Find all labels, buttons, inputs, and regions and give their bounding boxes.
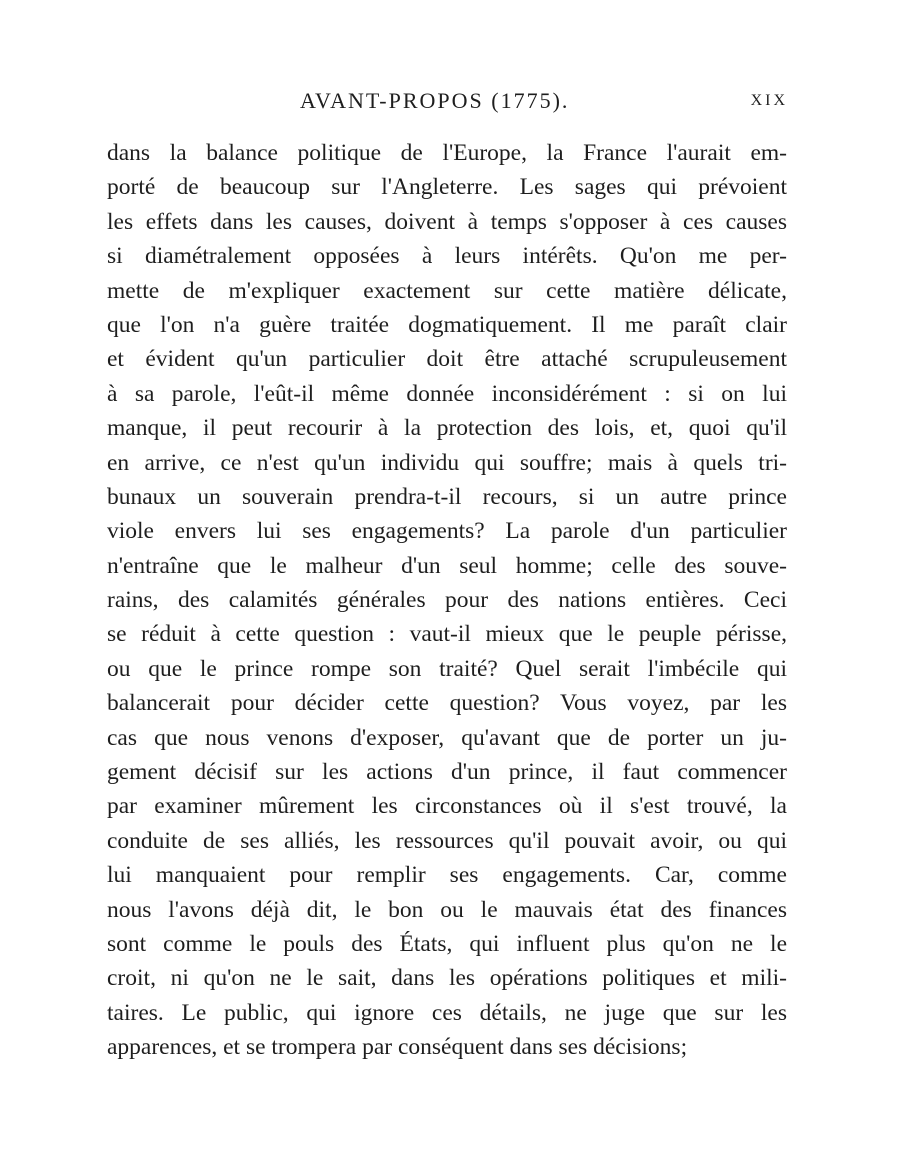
text-line: cas que nous venons d'exposer, qu'avant que de porter un ju- — [107, 724, 787, 751]
text-line: gement décisif sur les actions d'un prince, il faut commencer — [107, 759, 787, 786]
text-line: ou que le prince rompe son traité? Quel serait l'imbécile qui — [107, 655, 787, 682]
text-line: porté de beaucoup sur l'Angleterre. Les sages qui prévoient — [107, 174, 787, 201]
text-line: sont comme le pouls des États, qui influent plus qu'on ne le — [107, 930, 787, 957]
text-line: conduite de ses alliés, les ressources qu'il pouvait avoir, ou qui — [107, 827, 787, 854]
text-line: apparences, et se trompera par conséquent dans ses décisions; — [107, 1034, 688, 1061]
text-line: les effets dans les causes, doivent à temps s'opposer à ces causes — [107, 208, 787, 235]
body-text — [107, 136, 787, 1065]
text-line: bunaux un souverain prendra-t-il recours, si un autre prince — [107, 483, 787, 510]
text-line: mette de m'expliquer exactement sur cette matière délicate, — [107, 277, 787, 304]
text-line: n'entraîne que le malheur d'un seul homme; celle des souve- — [107, 552, 787, 579]
text-line: viole envers lui ses engagements? La parole d'un particulier — [107, 518, 787, 545]
text-line: par examiner mûrement les circonstances où il s'est trouvé, la — [107, 793, 787, 820]
text-line: à sa parole, l'eût-il même donnée inconsidérément : si on lui — [107, 380, 787, 407]
running-title: AVANT-PROPOS (1775). — [300, 88, 570, 113]
text-line: balancerait pour décider cette question? Vous voyez, par les — [107, 690, 787, 717]
text-line: se réduit à cette question : vaut-il mieux que le peuple périsse, — [107, 621, 787, 648]
text-line: manque, il peut recourir à la protection des lois, et, quoi qu'il — [107, 415, 787, 442]
text-line: rains, des calamités générales pour des nations entières. Ceci — [107, 587, 787, 614]
text-line: et évident qu'un particulier doit être attaché scrupuleusement — [107, 346, 787, 373]
text-line: si diamétralement opposées à leurs intérêts. Qu'on me per- — [107, 243, 787, 270]
text-line: que l'on n'a guère traitée dogmatiquement. Il me paraît clair — [107, 311, 787, 338]
text-line: croit, ni qu'on ne le sait, dans les opérations politiques et mili- — [107, 965, 787, 992]
text-line: taires. Le public, qui ignore ces détails, ne juge que sur les — [107, 999, 787, 1026]
text-line: en arrive, ce n'est qu'un individu qui souffre; mais à quels tri- — [107, 449, 787, 476]
text-line: lui manquaient pour remplir ses engagements. Car, comme — [107, 862, 787, 889]
page-number: XIX — [750, 92, 788, 109]
running-head — [0, 86, 900, 116]
text-line: nous l'avons déjà dit, le bon ou le mauvais état des finances — [107, 896, 787, 923]
text-line: dans la balance politique de l'Europe, la France l'aurait em- — [107, 140, 787, 166]
